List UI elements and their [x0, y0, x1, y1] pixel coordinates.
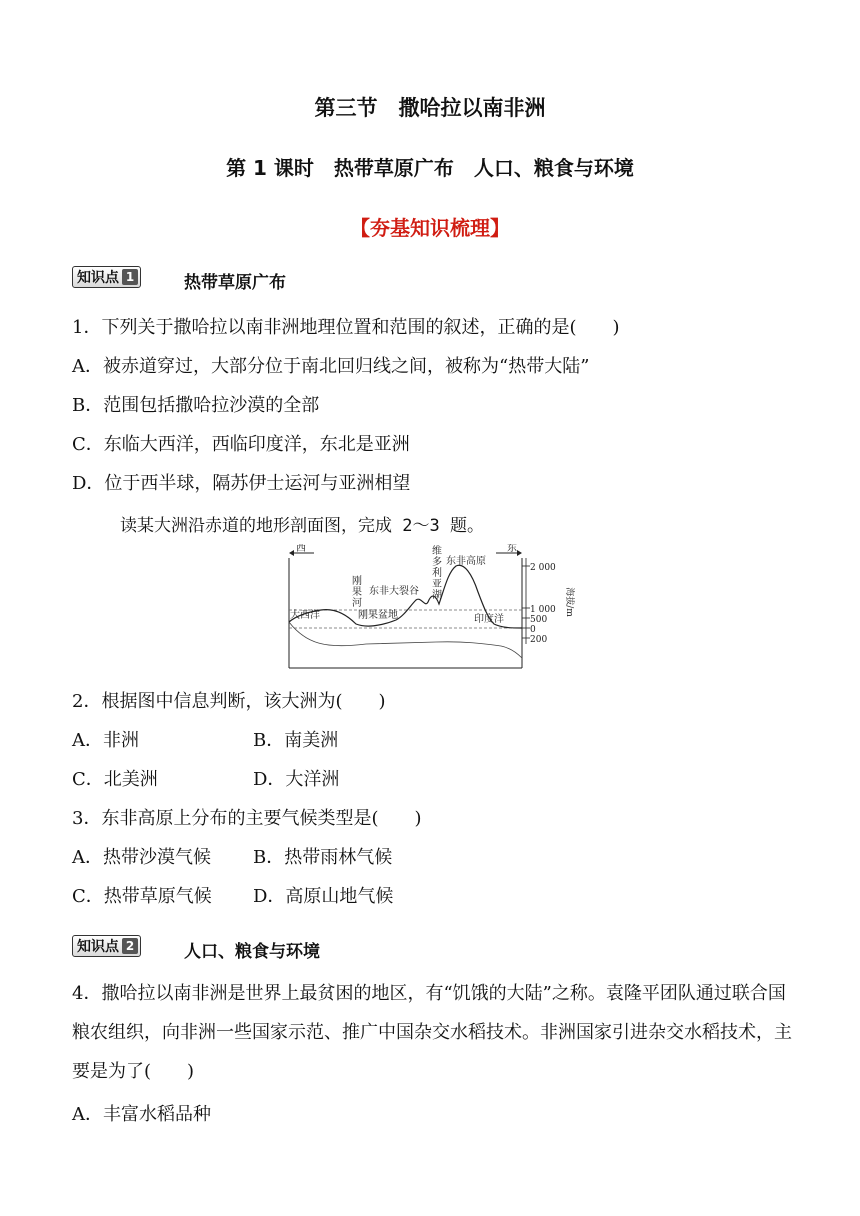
knowledge-point-1-badge	[72, 266, 141, 288]
question-2-option-d: D．大洋洲	[253, 769, 340, 790]
plateau-label: 东非高原	[446, 556, 486, 567]
question-3-option-d: D．高原山地气候	[253, 886, 394, 907]
east-label: 东	[507, 544, 517, 554]
question-2-option-b: B．南美洲	[253, 730, 339, 751]
question-1-option-a: A．被赤道穿过，大部分位于南北回归线之间，被称为“热带大陆”	[72, 356, 590, 377]
question-1-option-b: B．范围包括撒哈拉沙漠的全部	[72, 395, 320, 416]
lesson-title: 第 1 课时 热带草原广布 人口、粮食与环境	[226, 156, 634, 180]
atlantic-label: 大西洋	[290, 610, 320, 621]
tick-0: 0	[530, 625, 536, 635]
question-2-option-c: C．北美洲	[72, 769, 158, 790]
badge-number: 1	[122, 269, 138, 285]
tick-500: 500	[530, 615, 548, 625]
question-3-option-a: A．热带沙漠气候	[72, 847, 211, 868]
question-3-option-b: B．热带雨林气候	[253, 847, 393, 868]
question-2-option-a: A．非洲	[72, 730, 139, 751]
badge-number: 2	[122, 938, 138, 954]
question-1-stem: 1．下列关于撒哈拉以南非洲地理位置和范围的叙述，正确的是( )	[72, 317, 620, 338]
elevation-axis-label: 海拔/m	[564, 587, 574, 617]
section-title: 第三节 撒哈拉以南非洲	[314, 96, 546, 120]
question-3-option-c: C．热带草原气候	[72, 886, 212, 907]
knowledge-point-2-title: 人口、粮食与环境	[184, 942, 320, 962]
badge-label: 知识点	[77, 270, 119, 286]
indian-ocean-label: 印度洋	[474, 614, 504, 625]
question-2-stem: 2．根据图中信息判断，该大洲为( )	[72, 691, 386, 712]
congo-river-label: 刚果河	[352, 576, 362, 609]
congo-basin-label: 刚果盆地	[358, 610, 398, 621]
rift-valley-label: 东非大裂谷	[369, 586, 419, 597]
knowledge-point-1-title: 热带草原广布	[184, 273, 286, 293]
knowledge-header: 【夯基知识梳理】	[350, 216, 510, 240]
figure-intro: 读某大洲沿赤道的地形剖面图，完成 2～3 题。	[120, 516, 484, 536]
question-1-option-d: D．位于西半球，隔苏伊士运河与亚洲相望	[72, 473, 411, 494]
tick-200: 200	[530, 635, 548, 645]
question-3-stem: 3．东非高原上分布的主要气候类型是( )	[72, 808, 422, 829]
knowledge-point-2-badge	[72, 935, 141, 957]
terrain-profile-figure	[286, 544, 586, 672]
victoria-lake-label: 维多利亚湖	[432, 546, 442, 601]
question-1-option-c: C．东临大西洋，西临印度洋，东北是亚洲	[72, 434, 410, 455]
badge-label: 知识点	[77, 939, 119, 955]
tick-1000: 1 000	[530, 605, 556, 615]
tick-2000: 2 000	[530, 563, 556, 573]
question-4-stem: 4．撒哈拉以南非洲是世界上最贫困的地区，有“饥饿的大陆”之称。袁隆平团队通过联合国粮农组织，向非洲一些国家示范、推广中国杂交水稻技术。非洲国家引进杂交水稻技术，主要是为了( )	[72, 983, 792, 1082]
west-label: 西	[296, 544, 306, 554]
question-4-option-a: A．丰富水稻品种	[72, 1104, 211, 1125]
